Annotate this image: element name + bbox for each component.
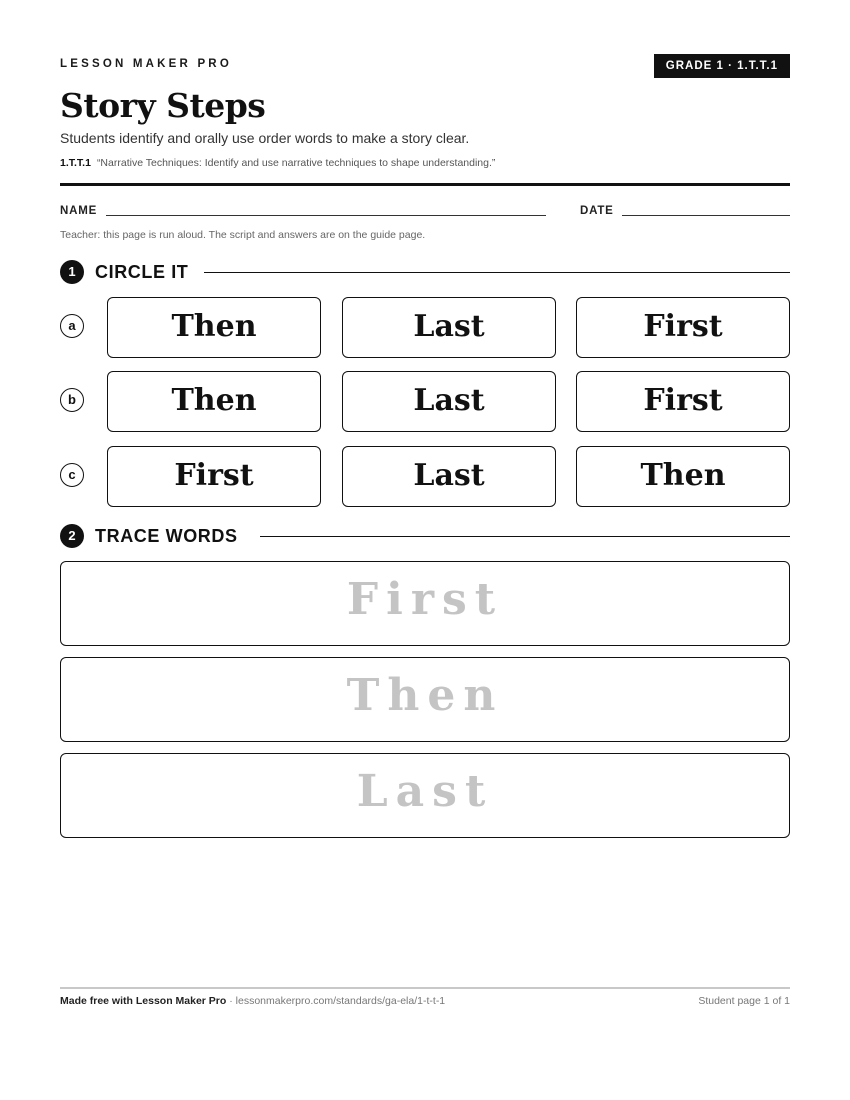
row-letter: a [60,314,84,338]
word-choice[interactable]: First [576,297,790,358]
section-number: 1 [60,260,84,284]
standard-description: “Narrative Techniques: Identify and use narrative techniques to shape understanding.” [96,157,496,169]
word-choice[interactable]: Last [342,297,556,358]
word-choice[interactable]: Then [107,297,321,358]
word-choice[interactable]: Then [576,446,790,507]
footer-divider [60,987,790,989]
brand-name: LESSON MAKER PRO [60,58,232,70]
row-letter: b [60,388,84,412]
trace-word: Then [346,670,504,721]
section-circle-it-header [60,260,790,284]
word-choice[interactable]: Last [342,371,556,432]
footer-credit [60,995,445,1007]
standard-code: 1.T.T.1 [60,157,91,169]
page-title: Story Steps [60,86,266,125]
trace-box[interactable] [60,561,790,646]
name-field[interactable] [106,215,546,216]
page-subtitle: Students identify and orally use order words to make a story clear. [60,130,470,146]
footer-made-with: Made free with Lesson Maker Pro [60,995,227,1007]
section-trace-words-header [60,524,790,548]
trace-box[interactable] [60,657,790,742]
grade-standard-badge: GRADE 1 · 1.T.T.1 [654,54,790,78]
section-divider [204,272,790,273]
name-label: NAME [60,205,98,217]
date-label: DATE [580,205,614,217]
footer-page-number: Student page 1 of 1 [698,995,790,1007]
word-choice[interactable]: Then [107,371,321,432]
trace-word: Last [356,766,494,817]
header-divider [60,183,790,186]
trace-word: First [346,574,504,625]
section-divider [260,536,790,537]
footer-url[interactable]: · lessonmakerpro.com/standards/ga-ela/1-t-t-1 [226,995,446,1007]
word-choice[interactable]: Last [342,446,556,507]
teacher-note: Teacher: this page is run aloud. The script and answers are on the guide page. [60,229,426,241]
date-field[interactable] [622,215,790,216]
circle-row-c [60,446,790,508]
circle-row-a [60,297,790,359]
section-title: CIRCLE IT [95,262,198,283]
standard-line [60,157,495,169]
circle-row-b [60,371,790,433]
word-choice[interactable]: First [107,446,321,507]
row-letter: c [60,463,84,487]
word-choice[interactable]: First [576,371,790,432]
worksheet-page [60,0,790,1100]
trace-box[interactable] [60,753,790,838]
section-title: TRACE WORDS [95,526,248,547]
section-number: 2 [60,524,84,548]
